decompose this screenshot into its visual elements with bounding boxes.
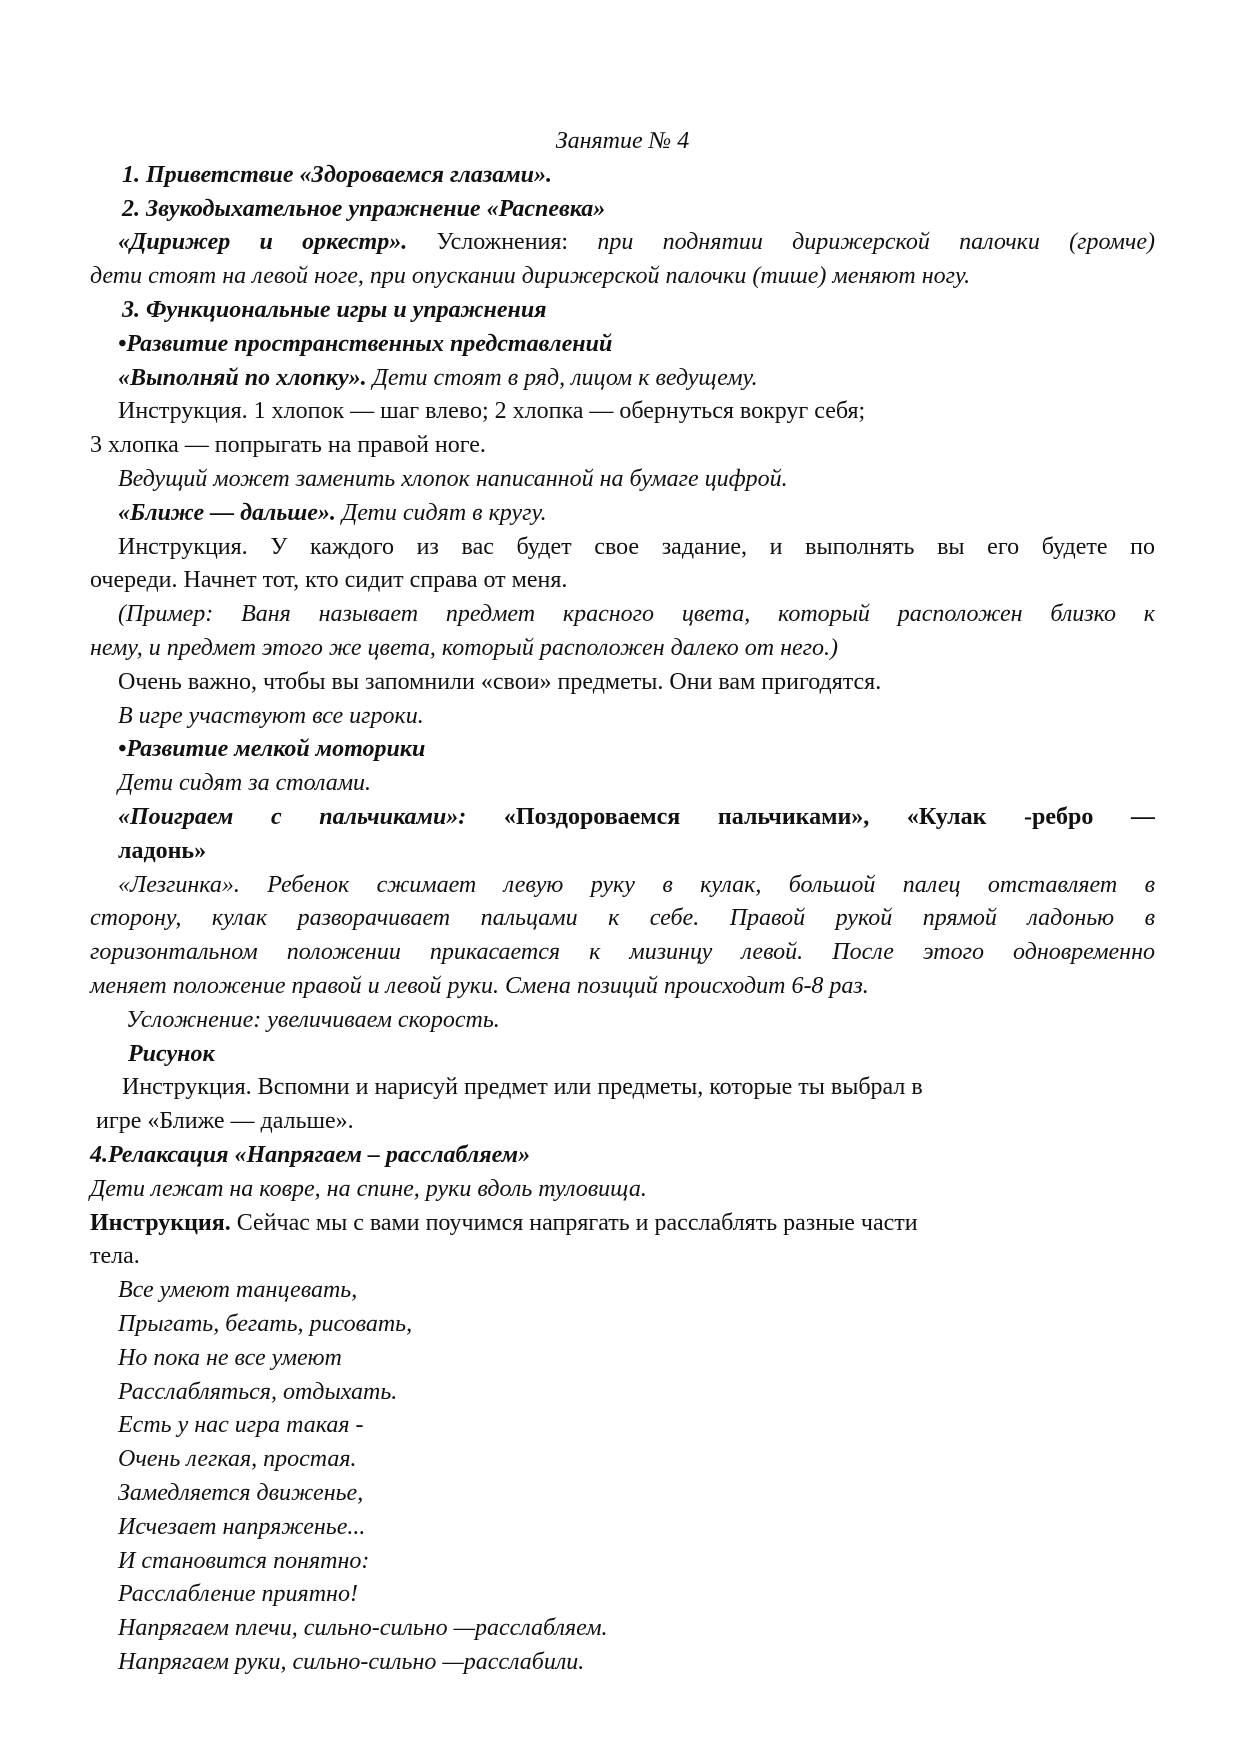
text-segment: ладонь»	[118, 837, 207, 864]
text-segment: Усложнения:	[436, 229, 598, 256]
text-line	[90, 732, 1155, 766]
text-segment: Дети сидят в кругу.	[341, 499, 547, 526]
text-line	[90, 428, 1155, 462]
text-segment: Инструкция. У каждого из вас будет свое задание, и выполнять вы его будете по	[118, 533, 1155, 560]
text-segment: Очень важно, чтобы вы запомнили «свои» предметы. Они вам пригодятся.	[118, 668, 882, 695]
text-segment: «Поздороваемся пальчиками», «Кулак -ребро —	[503, 804, 1155, 830]
text-line	[90, 901, 1155, 935]
text-line	[90, 563, 1155, 597]
text-segment: Есть у нас игра такая -	[118, 1412, 364, 1439]
text-segment: очереди. Начнет тот, кто сидит справа от меня.	[90, 567, 568, 594]
text-segment: Усложнение: увеличиваем скорость.	[126, 1006, 500, 1033]
text-line	[90, 394, 1155, 428]
text-segment: Но пока не все умеют	[118, 1344, 342, 1371]
text-line	[90, 158, 1155, 192]
text-segment: Сейчас мы с вами поучимся напрягать и расслаблять разные части	[236, 1209, 918, 1236]
text-line	[90, 361, 1155, 395]
text-line	[90, 1239, 1155, 1273]
text-segment: Исчезает напряженье...	[118, 1513, 366, 1540]
text-line	[90, 1070, 1155, 1104]
text-segment: Инструкция. Вспомни и нарисуй предмет или предметы, которые ты выбрал в	[122, 1074, 923, 1101]
text-line	[90, 868, 1155, 902]
text-segment: Ведущий может заменить хлопок написанной на бумаге цифрой.	[118, 466, 788, 492]
text-line	[90, 699, 1155, 733]
text-line	[90, 1442, 1155, 1476]
text-segment: сторону, кулак разворачивает пальцами к себе. Правой рукой прямой ладонью в	[90, 905, 1155, 932]
text-line	[90, 1544, 1155, 1578]
text-line	[90, 530, 1155, 564]
text-segment: нему, и предмет этого же цвета, который расположен далеко от него.)	[90, 635, 839, 661]
text-segment: тела.	[90, 1243, 140, 1270]
text-segment: В игре участвуют все игроки.	[118, 702, 424, 729]
text-line	[90, 1003, 1155, 1037]
text-line	[90, 1611, 1155, 1645]
text-segment: 4.Релаксация «Напрягаем – расслабляем»	[90, 1142, 531, 1168]
text-segment: Все умеют танцевать,	[118, 1277, 358, 1304]
text-segment: Дети лежат на ковре, на спине, руки вдоль туловища.	[90, 1175, 647, 1202]
text-line	[90, 124, 1155, 158]
text-line	[90, 834, 1155, 868]
text-segment: Дети сидят за столами.	[118, 770, 372, 797]
text-line	[90, 462, 1155, 496]
text-line	[90, 665, 1155, 699]
text-segment: Прыгать, бегать, рисовать,	[118, 1311, 413, 1337]
text-line	[90, 1037, 1155, 1071]
text-line	[90, 293, 1155, 327]
text-segment: дети стоят на левой ноге, при опускании дирижерской палочки (тише) меняют ногу.	[90, 263, 971, 290]
text-segment: И становится понятно:	[118, 1547, 370, 1574]
page-title: Занятие № 4	[555, 128, 690, 154]
text-line	[90, 1206, 1155, 1240]
text-segment: Расслабляться, отдыхать.	[118, 1378, 398, 1405]
text-segment: «Ближе — дальше».	[118, 499, 342, 526]
text-segment: Напрягаем руки, сильно-сильно —расслабили.	[118, 1649, 585, 1675]
text-line	[90, 969, 1155, 1003]
text-line	[90, 1408, 1155, 1442]
text-segment: Напрягаем плечи, сильно-сильно —расслабляем.	[118, 1615, 608, 1642]
text-line	[90, 1510, 1155, 1544]
text-line	[90, 1138, 1155, 1172]
text-line	[90, 1104, 1155, 1138]
text-line	[90, 631, 1155, 665]
text-segment: «Поиграем с пальчиками»:	[118, 804, 504, 830]
text-segment: Инструкция. 1 хлопок — шаг влево; 2 хлопка — обернуться вокруг себя;	[118, 398, 866, 425]
text-segment: «Выполняй по хлопку».	[118, 364, 373, 391]
text-line	[90, 597, 1155, 631]
text-segment: меняет положение правой и левой руки. Смена позиций происходит 6-8 раз.	[90, 973, 869, 999]
text-line	[90, 935, 1155, 969]
text-segment: Расслабление приятно!	[118, 1581, 358, 1608]
text-segment: 3. Функциональные игры и упражнения	[122, 297, 547, 323]
text-segment: 1. Приветствие «Здороваемся глазами».	[122, 161, 553, 188]
text-line	[90, 1645, 1155, 1679]
text-segment: горизонтальном положении прикасается к мизинцу левой. После этого одновременно	[90, 939, 1155, 966]
text-line	[90, 1375, 1155, 1409]
text-line	[90, 1341, 1155, 1375]
text-line	[90, 259, 1155, 293]
text-line	[90, 1307, 1155, 1341]
text-segment: Замедляется движенье,	[118, 1480, 364, 1506]
text-segment: 3 хлопка — попрыгать на правой ноге.	[90, 432, 486, 459]
text-line	[90, 192, 1155, 226]
text-segment: «Дирижер и оркестр».	[118, 229, 437, 256]
text-segment: •Развитие пространственных представлений	[118, 330, 613, 357]
text-line	[90, 1476, 1155, 1510]
text-line	[90, 225, 1155, 259]
text-segment: игре «Ближе — дальше».	[96, 1108, 354, 1135]
text-segment: (Пример: Ваня называет предмет красного цвета, который расположен близко к	[118, 601, 1155, 628]
text-line	[90, 327, 1155, 361]
text-segment: Дети стоят в ряд, лицом к ведущему.	[372, 364, 758, 391]
text-segment: «Лезгинка». Ребенок сжимает левую руку в кулак, большой палец отставляет в	[118, 871, 1155, 898]
text-segment: Очень легкая, простая.	[118, 1446, 357, 1473]
text-line	[90, 766, 1155, 800]
text-segment: при поднятии дирижерской палочки (громче)	[597, 229, 1155, 256]
text-segment: Рисунок	[128, 1040, 215, 1067]
text-segment: 2. Звукодыхательное упражнение «Распевка»	[122, 195, 606, 222]
text-segment: •Развитие мелкой моторики	[118, 736, 426, 763]
text-line	[90, 1577, 1155, 1611]
text-line	[90, 1172, 1155, 1206]
text-line	[90, 496, 1155, 530]
text-segment: Инструкция.	[90, 1209, 237, 1236]
text-line	[90, 1273, 1155, 1307]
text-line	[90, 800, 1155, 834]
